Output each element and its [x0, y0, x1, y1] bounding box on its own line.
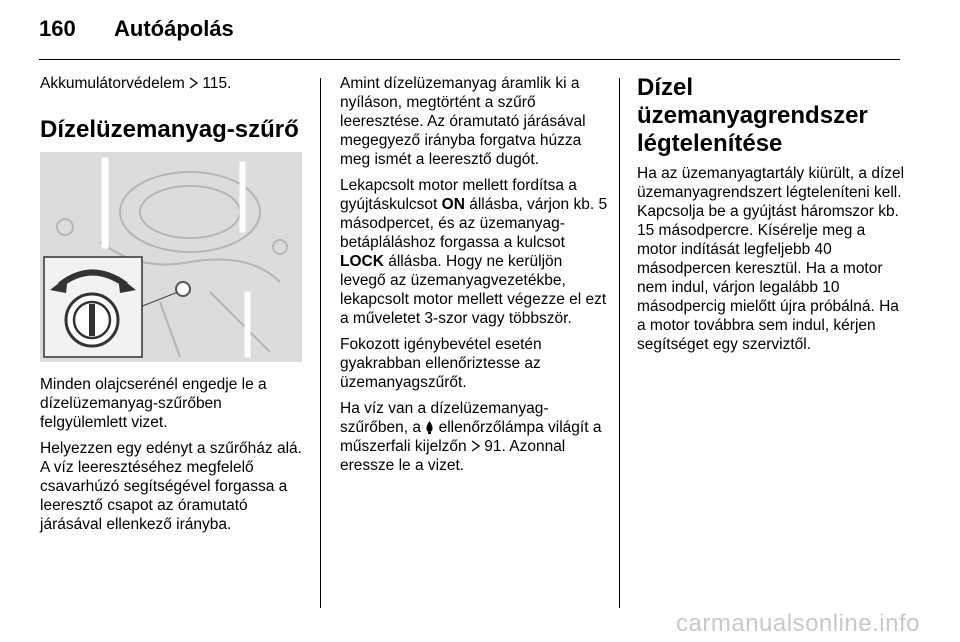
text-segment: 91. Azonnal eressze le a vizet.	[340, 438, 566, 474]
page-reference-arrow-icon	[471, 440, 480, 452]
paragraph-drain-interval: Minden olajcserénél engedje le a dízelüzemanyag-szűrőben felgyülemlett vizet.	[40, 376, 267, 431]
column-1-top	[40, 74, 305, 100]
column-divider-2	[619, 78, 620, 608]
cross-reference-line	[40, 74, 305, 93]
paragraph-heavy-use: Fokozott igénybevétel esetén gyakrabban ellenőriztesse az üzemanyagszűrőt.	[340, 336, 542, 391]
header-rule	[39, 59, 900, 60]
text-segment: Ha víz van a dízelüzemanyag-szűrőben, a	[340, 400, 549, 436]
fuel-filter-illustration	[40, 152, 302, 362]
page-number: 160	[39, 16, 76, 41]
paragraph-water-warning	[340, 399, 610, 475]
cross-reference-page: 115.	[198, 75, 232, 92]
column-divider-1	[320, 78, 321, 608]
section-heading-bleeding: Dízel üzemanyagrendszer légtelenítése	[637, 74, 868, 157]
text-segment: ellenőrzőlámpa világít a műszerfali kijelzőn	[340, 419, 602, 455]
paragraph-drain-procedure: Helyezzen egy edényt a szűrőház alá. A víz leeresztéséhez megfelelő csavarhúzó segítségével forgassa a leeresztő csapot az óramutató járásával ellenkező irányba.	[40, 440, 302, 533]
text-segment: állásba. Hogy ne kerüljön levegő az üzemanyagvezetékbe, lekapcsolt motor mellett végezze el ezt a műveletet 3-szor vagy többször.	[340, 253, 607, 327]
page-header	[0, 0, 960, 62]
paragraph-filter-drained: Amint dízelüzemanyag áramlik ki a nyíláson, megtörtént a szűrő leeresztése. Az óramutató járásával megegyező irányba forgatva húzza meg ismét a leeresztő dugót.	[340, 75, 586, 168]
column-2	[340, 74, 610, 482]
page-reference-arrow-icon	[189, 77, 198, 89]
paragraph-bleeding-procedure: Ha az üzemanyagtartály kiürült, a dízel üzemanyagrendszert légteleníteni kell. Kapcsolja be a gyújtást háromszor kb. 15 másodpercre. Kísérelje meg a motor indítását legfeljebb 40 másodpercen keresztül. Ha a motor nem indul, várjon legalább 10 másodpercig mielőtt újra próbálná. Ha a motor továbbra sem indul, kérjen segítséget egy szerviztől.	[637, 165, 905, 353]
column-3	[637, 74, 907, 361]
text-segment: Lekapcsolt motor mellett fordítsa a gyújtáskulcsot	[340, 177, 577, 213]
watermark: carmanualsonline.info	[676, 610, 920, 637]
column-1-bottom	[40, 375, 305, 541]
cross-reference-text: Akkumulátorvédelem	[40, 75, 190, 92]
section-heading-fuel-filter: Dízelüzemanyag-szűrő	[40, 116, 299, 143]
key-position-lock: LOCK	[340, 253, 384, 270]
section-title: Autóápolás	[114, 16, 234, 41]
text-segment: állásba, várjon kb. 5 másodpercet, és az üzemanyag-betápláláshoz forgassa a kulcsot	[340, 196, 608, 251]
key-position-on: ON	[441, 196, 465, 213]
paragraph-ignition-cycle	[340, 176, 610, 328]
water-in-fuel-lamp-icon	[425, 420, 434, 434]
